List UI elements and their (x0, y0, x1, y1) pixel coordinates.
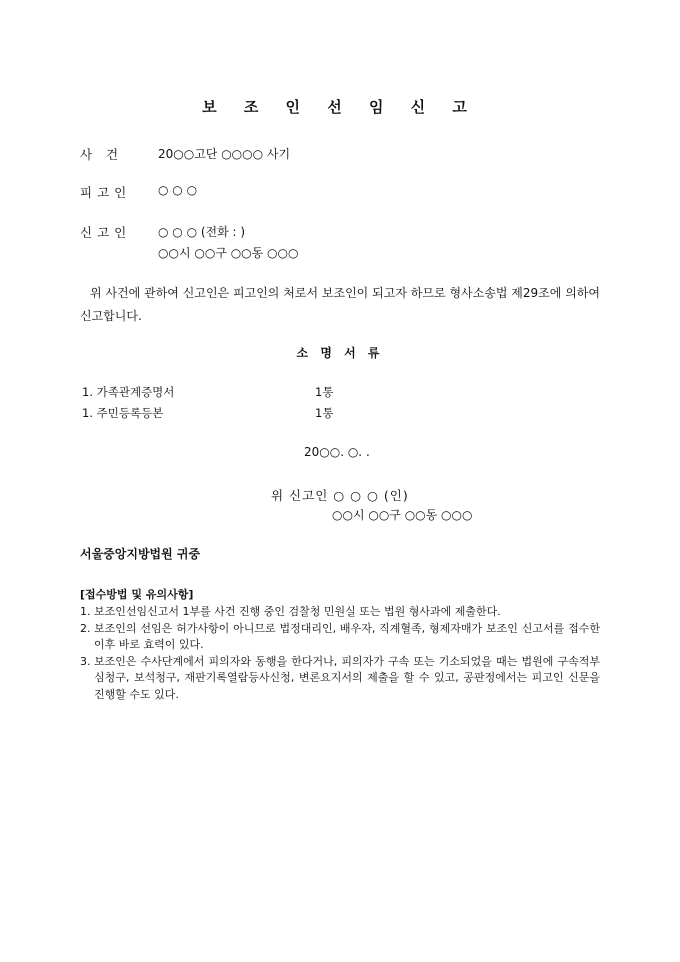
body-paragraph: 위 사건에 관하여 신고인은 피고인의 처로서 보조인이 되고자 하므로 형사소송법 제29조에 의하여 신고합니다. (80, 286, 600, 323)
note-item (80, 621, 600, 654)
note-item (80, 604, 600, 621)
note-number: 2. (80, 621, 91, 635)
reporter-value: ○ ○ ○ (전화 : ) (158, 225, 246, 239)
note-text: 보조인의 선임은 허가사항이 아니므로 법정대리인, 배우자, 직계혈족, 형제자매가 보조인 신고서를 접수한 이후 바로 효력이 있다. (94, 621, 600, 651)
signer-line: 위 신고인 ○ ○ ○ (인) (271, 488, 409, 503)
defendant-value: ○ ○ ○ (158, 183, 198, 197)
attachments-title: 소 명 서 류 (296, 346, 384, 360)
attachment-item-name: 1. 가족관계증명서 (82, 385, 175, 399)
note-number: 3. (80, 654, 91, 668)
document-date: 20○○. ○. . (304, 445, 370, 459)
signer-address: ○○시 ○○구 ○○동 ○○○ (332, 508, 473, 522)
attachment-item-name: 1. 주민등록등본 (82, 406, 164, 420)
document-title: 보 조 인 선 임 신 고 (202, 98, 478, 116)
attachment-item-count: 1통 (315, 385, 334, 399)
note-text: 보조인은 수사단계에서 피의자와 동행을 한다거나, 피의자가 구속 또는 기소되었을 때는 법원에 구속적부심청구, 보석청구, 재판기록열람등사신청, 변론요지서의 제출을 할 수 있고, 공판정에서는 피고인 신문을 진행할 수도 있다. (94, 654, 600, 701)
note-item (80, 654, 600, 704)
notes-title: [접수방법 및 유의사항] (80, 588, 194, 601)
note-number: 1. (80, 605, 91, 618)
note-text: 보조인선임신고서 1부를 사건 진행 중인 검찰청 민원실 또는 법원 형사과에 제출한다. (94, 605, 501, 618)
notes-list (80, 604, 600, 703)
court-addressee: 서울중앙지방법원 귀중 (80, 547, 201, 561)
reporter-address: ○○시 ○○구 ○○동 ○○○ (158, 246, 299, 260)
case-label: 사 건 (80, 147, 124, 162)
case-value: 20○○고단 ○○○○ 사기 (158, 147, 291, 161)
reporter-label: 신고인 (80, 225, 132, 240)
defendant-label: 피고인 (80, 185, 132, 200)
attachment-item-count: 1통 (315, 406, 334, 420)
